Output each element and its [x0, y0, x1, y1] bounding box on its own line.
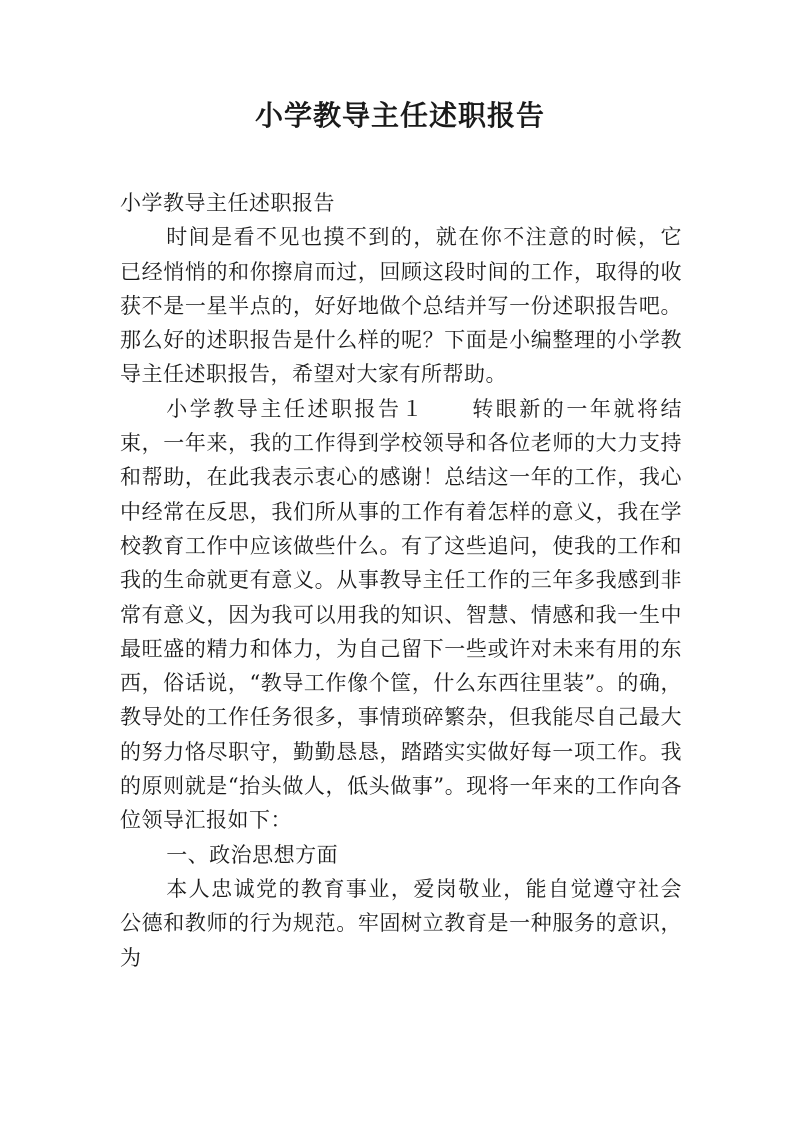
body-paragraph: 本人忠诚党的教育事业，爱岗敬业，能自觉遵守社会公德和教师的行为规范。牢固树立教育是一种服务的意识，为 — [120, 876, 682, 970]
section-heading: 一、政治思想方面 — [166, 842, 339, 867]
body-paragraph: 时间是看不见也摸不到的，就在你不注意的时候，它已经悄悄的和你擦肩而过，回顾这段时间的工作，取得的收获不是一星半点的，好好地做个总结并写一份述职报告吧。那么好的述职报告是什么样的呢？下面是小编整理的小学教导主任述职报告，希望对大家有所帮助。 — [120, 225, 682, 387]
body-paragraph: 小学教导主任述职报告 — [120, 191, 335, 215]
document-body — [120, 186, 682, 975]
body-paragraph: 小学教导主任述职报告１ 转眼新的一年就将结束，一年来，我的工作得到学校领导和各位老师的大力支持和帮助，在此我表示衷心的感谢！总结这一年的工作，我心中经常在反思，我们所从事的工作有着怎样的意义，我在学校教育工作中应该做些什么。有了这些追问，使我的工作和我的生命就更有意义。从事教导主任工作的三年多我感到非常有意义，因为我可以用我的知识、智慧、情感和我一生中最旺盛的精力和体力，为自己留下一些或许对未来有用的东西，俗话说，“教导工作像个筐，什么东西往里装”。的确，教导处的工作任务很多，事情琐碎繁杂，但我能尽自己最大的努力恪尽职守，勤勤恳恳，踏踏实实做好每一项工作。我的原则就是“抬头做人，低头做事”。现将一年来的工作向各位领导汇报如下： — [120, 396, 682, 833]
document-title: 小学教导主任述职报告 — [254, 99, 545, 132]
